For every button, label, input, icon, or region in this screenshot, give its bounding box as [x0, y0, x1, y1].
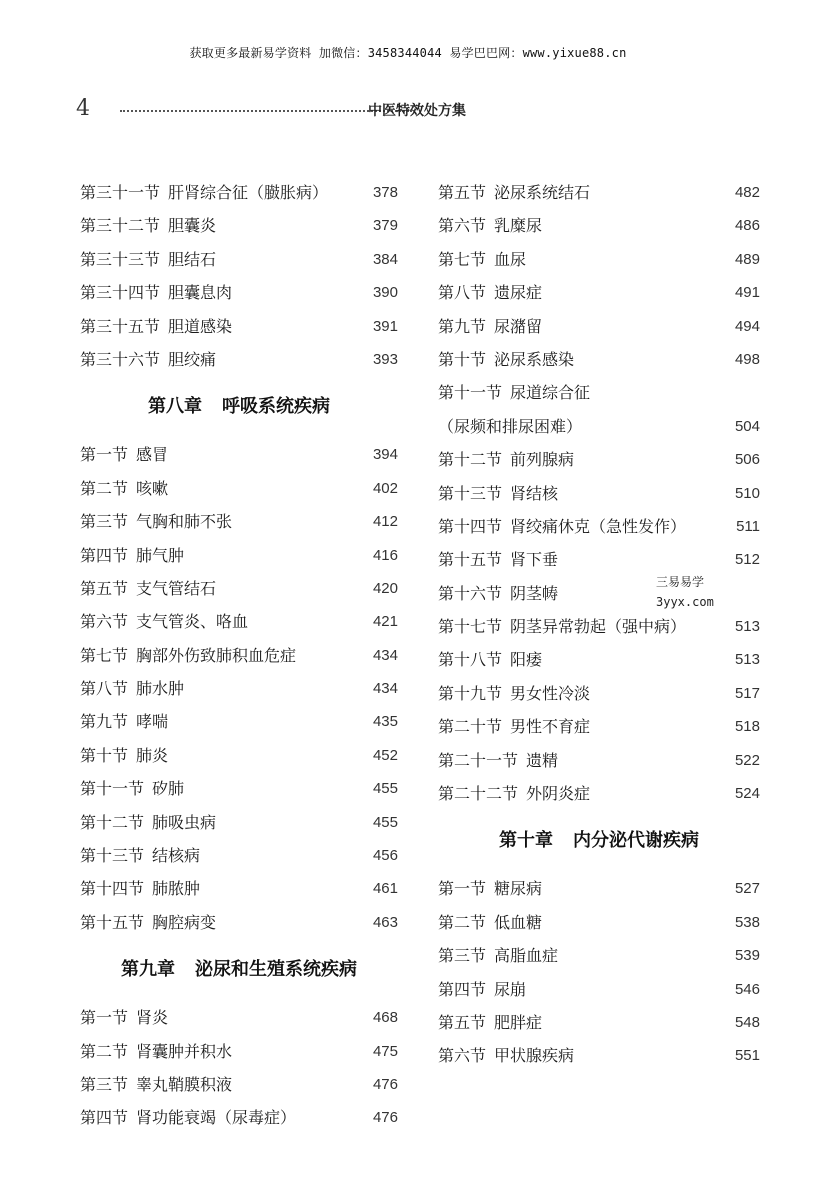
page-ref: 456 [372, 847, 398, 865]
toc-entry[interactable] [438, 744, 760, 777]
chapter-heading [80, 939, 398, 1001]
page-ref: 468 [372, 1009, 398, 1027]
toc-entry[interactable] [80, 1101, 398, 1134]
toc-entry[interactable] [80, 672, 398, 705]
section-title: 尿道综合征 [510, 383, 591, 403]
section-title: 胸部外伤致肺积血危症 [136, 645, 297, 665]
watermark-line-1: 三易易学 [656, 575, 705, 589]
section-title: 肺炎 [136, 745, 169, 765]
page-ref: 412 [372, 513, 398, 531]
section-title: 结核病 [152, 846, 201, 866]
section-title: （尿频和排尿困难） [438, 416, 583, 436]
toc-entry[interactable] [80, 806, 398, 839]
watermark [656, 572, 714, 612]
section-number: 第五节 [80, 578, 129, 598]
toc-entry[interactable] [438, 443, 760, 476]
section-title: 支气管结石 [136, 578, 217, 598]
section-number: 第八节 [438, 283, 487, 303]
section-number: 第十一节 [80, 779, 145, 799]
toc-entry[interactable] [438, 510, 760, 543]
page-ref: 513 [734, 618, 760, 636]
toc-entry[interactable] [438, 376, 760, 409]
chapter-title: 泌尿和生殖系统疾病 [195, 959, 357, 981]
section-title: 阴茎异常勃起（强中病） [510, 617, 687, 637]
section-number: 第三十三节 [80, 249, 161, 269]
section-number: 第十九节 [438, 683, 503, 703]
toc-entry[interactable] [438, 477, 760, 510]
toc-entry[interactable] [438, 343, 760, 376]
toc-entry[interactable] [438, 973, 760, 1006]
section-number: 第四节 [438, 979, 487, 999]
page-header [76, 96, 496, 126]
page-ref: 455 [372, 813, 398, 831]
section-title: 肾结核 [510, 483, 559, 503]
page-ref: 506 [734, 451, 760, 469]
section-title: 肾下垂 [510, 550, 559, 570]
section-title: 气胸和肺不张 [136, 512, 233, 532]
page-ref: 421 [372, 613, 398, 631]
section-title: 矽肺 [152, 779, 185, 799]
section-title: 肥胖症 [494, 1012, 543, 1032]
section-title: 乳糜尿 [494, 216, 543, 236]
page-ref: 461 [372, 880, 398, 898]
section-number: 第一节 [80, 1008, 129, 1028]
section-number: 第三节 [80, 1074, 129, 1094]
section-number: 第二节 [80, 1041, 129, 1061]
section-title: 肾功能衰竭（尿毒症） [136, 1108, 297, 1128]
section-title: 肝肾综合征（臌胀病） [168, 183, 329, 202]
toc-entry[interactable] [80, 1001, 398, 1034]
section-number: 第十四节 [438, 516, 503, 536]
section-number: 第二十二节 [438, 784, 519, 804]
toc-entry[interactable] [438, 276, 760, 309]
toc-entry[interactable] [80, 539, 398, 572]
section-number: 第六节 [438, 1046, 487, 1066]
page-ref: 504 [734, 417, 760, 435]
toc-entry[interactable] [438, 906, 760, 939]
section-number: 第三节 [438, 946, 487, 966]
section-number: 第八节 [80, 679, 129, 699]
section-number: 第十二节 [80, 812, 145, 832]
promo-banner: 获取更多最新易学资料 加微信：3458344044 易学巴巴网：www.yixue88.cn [189, 46, 627, 60]
book-title: 中医特效处方集 [368, 103, 466, 119]
page-ref: 463 [372, 913, 398, 931]
section-title: 胆道感染 [168, 316, 233, 336]
section-number: 第六节 [438, 216, 487, 236]
section-title: 男性不育症 [510, 717, 591, 737]
section-number: 第十四节 [80, 879, 145, 899]
toc-entry[interactable] [80, 505, 398, 538]
section-title: 胆囊炎 [168, 216, 217, 236]
toc-entry[interactable] [438, 872, 760, 905]
toc-entry[interactable] [80, 872, 398, 905]
page-ref: 491 [734, 284, 760, 302]
toc-entry[interactable] [80, 705, 398, 738]
section-title: 外阴炎症 [526, 784, 591, 804]
toc-entry[interactable] [438, 643, 760, 676]
section-title: 咳嗽 [136, 478, 169, 498]
page-ref: 416 [372, 546, 398, 564]
section-title: 尿崩 [494, 979, 527, 999]
toc-entry[interactable] [80, 276, 398, 309]
toc-entry[interactable] [438, 677, 760, 710]
toc-entry[interactable] [438, 777, 760, 810]
page-ref: 538 [734, 913, 760, 931]
toc-entry[interactable] [80, 839, 398, 872]
section-title: 阴茎帱 [510, 583, 559, 603]
section-title: 低血糖 [494, 912, 543, 932]
toc-entry[interactable] [438, 939, 760, 972]
page-ref: 510 [734, 484, 760, 502]
section-number: 第十六节 [438, 583, 503, 603]
toc-left-column [80, 176, 398, 1135]
section-title: 胆囊息肉 [168, 283, 233, 303]
page-ref: 390 [372, 284, 398, 302]
toc-entry[interactable] [80, 572, 398, 605]
section-number: 第五节 [438, 183, 487, 202]
section-title: 男女性冷淡 [510, 683, 591, 703]
chapter-title: 呼吸系统疾病 [222, 396, 330, 418]
section-number: 第六节 [80, 612, 129, 632]
page-ref: 482 [734, 184, 760, 201]
page-ref: 434 [372, 680, 398, 698]
section-number: 第二节 [80, 478, 129, 498]
section-number: 第一节 [80, 445, 129, 465]
section-number: 第三十四节 [80, 283, 161, 303]
section-number: 第三十一节 [80, 183, 161, 202]
page-ref: 524 [734, 785, 760, 803]
page-ref: 539 [734, 947, 760, 965]
section-number: 第七节 [438, 249, 487, 269]
page-ref: 394 [372, 446, 398, 464]
section-title: 胸腔病变 [152, 912, 217, 932]
toc-entry[interactable] [438, 710, 760, 743]
page-ref: 522 [734, 751, 760, 769]
page-ref: 518 [734, 718, 760, 736]
section-number: 第十节 [438, 349, 487, 369]
page-ref: 511 [736, 517, 760, 535]
chapter-number: 第八章 [148, 396, 202, 418]
page-ref: 476 [372, 1075, 398, 1093]
section-number: 第七节 [80, 645, 129, 665]
section-title: 哮喘 [136, 712, 169, 732]
section-title: 感冒 [136, 445, 169, 465]
watermark-line-2: 3yyx.com [656, 595, 714, 609]
chapter-title: 内分泌代谢疾病 [573, 830, 699, 852]
section-number: 第十二节 [438, 450, 503, 470]
page-ref: 393 [372, 350, 398, 368]
chapter-heading [80, 376, 398, 438]
page-ref: 378 [372, 184, 398, 201]
section-number: 第十一节 [438, 383, 503, 403]
section-title: 糖尿病 [494, 879, 543, 899]
toc-entry[interactable] [438, 310, 760, 343]
page-ref: 435 [372, 713, 398, 731]
section-number: 第十三节 [438, 483, 503, 503]
section-title: 泌尿系统结石 [494, 183, 591, 202]
section-title: 肾囊肿并积水 [136, 1041, 233, 1061]
toc-entry[interactable] [80, 605, 398, 638]
chapter-number: 第十章 [499, 830, 553, 852]
toc-entry[interactable] [80, 438, 398, 471]
section-number: 第十三节 [80, 846, 145, 866]
toc-entry[interactable] [438, 209, 760, 242]
page-ref: 391 [372, 317, 398, 335]
section-title: 尿潴留 [494, 316, 543, 336]
page-ref: 527 [734, 880, 760, 898]
page-ref: 494 [734, 317, 760, 335]
section-number: 第三十二节 [80, 216, 161, 236]
toc-entry[interactable] [80, 1035, 398, 1068]
toc-entry[interactable] [80, 906, 398, 939]
section-number: 第九节 [438, 316, 487, 336]
page-ref: 384 [372, 250, 398, 268]
page-ref: 475 [372, 1042, 398, 1060]
section-number: 第二十节 [438, 717, 503, 737]
section-title: 前列腺病 [510, 450, 575, 470]
page-ref: 548 [734, 1013, 760, 1031]
section-title: 肺水肿 [136, 679, 185, 699]
section-title: 肺气肿 [136, 545, 185, 565]
page-ref: 455 [372, 780, 398, 798]
section-title: 肾绞痛休克（急性发作） [510, 516, 687, 536]
toc-entry[interactable] [80, 772, 398, 805]
chapter-heading [438, 810, 760, 872]
toc-entry[interactable] [80, 209, 398, 242]
toc-entry[interactable] [438, 1039, 760, 1072]
chapter-number: 第九章 [121, 959, 175, 981]
toc-entry[interactable] [80, 176, 398, 209]
section-number: 第三十五节 [80, 316, 161, 336]
section-title: 高脂血症 [494, 946, 559, 966]
section-number: 第四节 [80, 1108, 129, 1128]
page-ref: 498 [734, 350, 760, 368]
section-title: 肺脓肿 [152, 879, 201, 899]
section-number: 第三十六节 [80, 349, 161, 369]
page-ref: 546 [734, 980, 760, 998]
toc-entry[interactable] [80, 739, 398, 772]
section-number: 第十五节 [80, 912, 145, 932]
page-ref: 517 [734, 684, 760, 702]
toc-entry[interactable] [80, 472, 398, 505]
toc-entry[interactable] [80, 343, 398, 376]
section-title: 支气管炎、咯血 [136, 612, 249, 632]
page-ref: 551 [734, 1047, 760, 1065]
toc-entry[interactable] [438, 610, 760, 643]
section-number: 第二节 [438, 912, 487, 932]
section-title: 肺吸虫病 [152, 812, 217, 832]
section-title: 泌尿系感染 [494, 349, 575, 369]
page-ref: 434 [372, 646, 398, 664]
page-ref: 402 [372, 479, 398, 497]
page-number: 4 [76, 96, 90, 121]
section-title: 甲状腺疾病 [494, 1046, 575, 1066]
section-title: 遗尿症 [494, 283, 543, 303]
section-title: 阳痿 [510, 650, 543, 670]
page-ref: 512 [734, 551, 760, 569]
section-number: 第二十一节 [438, 750, 519, 770]
toc-entry[interactable] [80, 639, 398, 672]
section-title: 睾丸鞘膜积液 [136, 1074, 233, 1094]
page-ref: 452 [372, 746, 398, 764]
section-number: 第四节 [80, 545, 129, 565]
section-title: 胆绞痛 [168, 349, 217, 369]
page-ref: 513 [734, 651, 760, 669]
toc-right-column [438, 176, 760, 1073]
section-title: 肾炎 [136, 1008, 169, 1028]
section-number: 第十五节 [438, 550, 503, 570]
section-number: 第一节 [438, 879, 487, 899]
page-ref: 489 [734, 250, 760, 268]
toc-entry[interactable] [438, 243, 760, 276]
section-title: 血尿 [494, 249, 527, 269]
page-ref: 476 [372, 1109, 398, 1127]
toc-entry[interactable] [438, 1006, 760, 1039]
page-ref: 379 [372, 217, 398, 235]
toc-entry[interactable] [438, 176, 760, 209]
page-ref: 486 [734, 217, 760, 235]
page-ref: 420 [372, 579, 398, 597]
toc-entry[interactable] [80, 1068, 398, 1101]
section-number: 第五节 [438, 1012, 487, 1032]
section-number: 第十八节 [438, 650, 503, 670]
section-number: 第十七节 [438, 617, 503, 637]
section-title: 胆结石 [168, 249, 217, 269]
section-number: 第九节 [80, 712, 129, 732]
toc-entry[interactable] [80, 243, 398, 276]
section-number: 第十节 [80, 745, 129, 765]
toc-entry[interactable] [438, 410, 760, 443]
toc-entry[interactable] [80, 310, 398, 343]
section-number: 第三节 [80, 512, 129, 532]
section-title: 遗精 [526, 750, 559, 770]
